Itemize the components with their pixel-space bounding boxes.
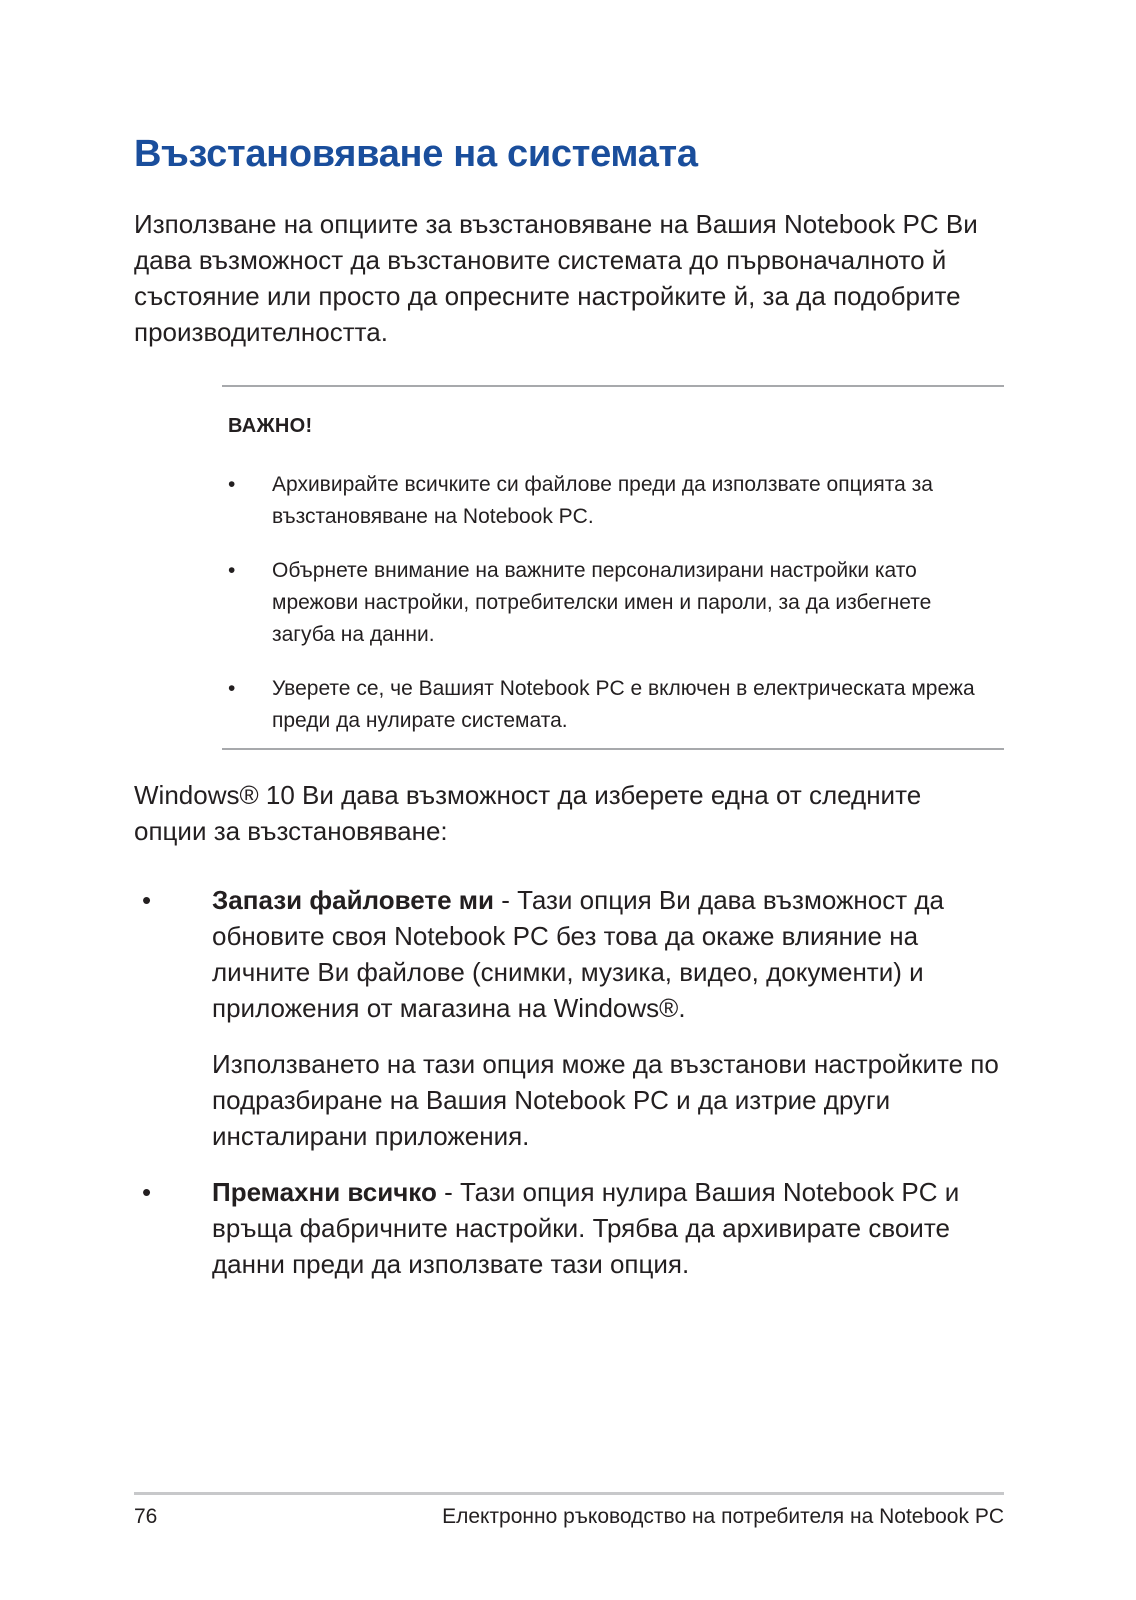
option-note: Използването на тази опция може да възстанови настройките по подразбиране на Вашия Notebook PC и да изтрие други инсталирани приложения. (212, 1049, 999, 1151)
important-notice (222, 385, 1004, 750)
bullet-icon: • (142, 885, 152, 915)
bullet-icon: • (142, 1177, 152, 1207)
important-list (222, 469, 992, 759)
option-description: - Тази опция Ви дава възможност да обновите своя Notebook PC без това да окаже влияние на личните Ви файлове (снимки, музика, видео, документи) и приложения от магазина на Windows®. (212, 885, 944, 1023)
important-item-text: Уверете се, че Вашият Notebook PC е включен в електрическата мрежа преди да нулирате системата. (272, 677, 975, 732)
important-item (222, 555, 992, 651)
page-title: Възстановяване на системата (134, 133, 698, 175)
important-label: ВАЖНО! (228, 415, 313, 437)
intro-paragraph: Използване на опциите за възстановяване на Вашия Notebook PC Ви дава възможност да възстановите системата до първоначалното й състояние или просто да опресните настройките й, за да подобрите производителността. (134, 209, 978, 347)
important-item (222, 469, 992, 533)
bullet-icon: • (228, 559, 236, 582)
bullet-icon: • (228, 473, 236, 496)
option-remove-everything (134, 1174, 1004, 1282)
option-description: - Тази опция нулира Вашия Notebook PC и връща фабричните настройки. Трябва да архивирате своите данни преди да използвате тази опция. (212, 1177, 960, 1279)
important-item (222, 673, 992, 737)
bullet-icon: • (228, 677, 236, 700)
windows-options-paragraph: Windows® 10 Ви дава възможност да изберете една от следните опции за възстановяване: (134, 780, 922, 846)
option-keep-files (134, 882, 1004, 1154)
option-term: Премахни всичко (212, 1177, 437, 1207)
recovery-options-list (134, 882, 1004, 1302)
footer-title: Електронно ръководство на потребителя на Notebook PC (442, 1505, 1004, 1528)
important-item-text: Обърнете внимание на важните персонализирани настройки като мрежови настройки, потребителски имен и пароли, за да избегнете загуба на данни. (272, 559, 932, 646)
page-number: 76 (134, 1505, 158, 1528)
footer-divider (134, 1492, 1004, 1495)
important-item-text: Архивирайте всичките си файлове преди да използвате опцията за възстановяване на Notebook PC. (272, 473, 933, 528)
option-term: Запази файловете ми (212, 885, 495, 915)
